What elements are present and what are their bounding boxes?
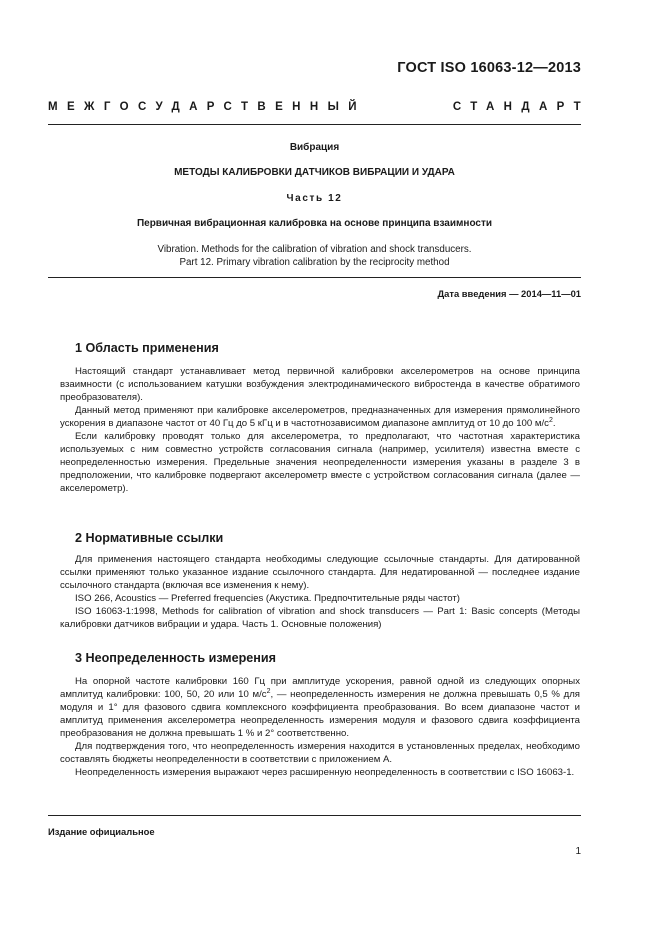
standard-code: ГОСТ ISO 16063-12—2013 <box>397 60 581 76</box>
section-3-paragraph: Для подтверждения того, что неопределенность измерения находится в установленных пределах, необходимо составлять бюджеты неопределенности в соответствии с приложением А. <box>60 741 580 766</box>
section-3-paragraph: Неопределенность измерения выражают через расширенную неопределенность в соответствии с ISO 16063-1. <box>75 767 575 779</box>
section-1-paragraph: Данный метод применяют при калибровке акселерометров, предназначенных для измерения прямолинейного ускорения в диапазоне частот от 40 Гц до 5 кГц и в частотнозависимом диапазоне амплитуд от 10 до 100 $м/с^2$. <box>60 405 580 430</box>
title-divider <box>48 277 581 278</box>
main-title: МЕТОДЫ КАЛИБРОВКИ ДАТЧИКОВ ВИБРАЦИИ И УДАРА <box>174 167 455 178</box>
section-2-paragraph: ISO 266, Acoustics — Preferred frequencies (Акустика. Предпочтительные ряды частот) <box>75 593 460 605</box>
english-title <box>48 243 581 269</box>
section-2-paragraph: ISO 16063-1:1998, Methods for calibration of vibration and shock transducers — Part 1: Basic concepts (Методы калибровки датчиков вибрации и удара. Часть 1. Основные положения) <box>60 606 580 631</box>
section-1-title: 1 Область применения <box>75 341 219 355</box>
section-3-paragraph: На опорной частоте калибровки 160 Гц при амплитуде ускорения, равной одной из следующих опорных амплитуд калибровки: 100, 50, 20 или 10 $м/с^2$, — неопределенность измерения не должна превышать 0,5 % для модуля и 1° для фазового сдвига комплексного коэффициента преобразования. Во всем диапазоне частот и амплитуд применения акселерометра неопределенность измерения модуля и фазового сдвига коэффициента преобразования не должна превышать 1 % и 2° соответственно. <box>60 676 581 740</box>
footer-divider <box>48 815 581 816</box>
interstate-standard-banner <box>48 101 590 113</box>
page-number: 1 <box>575 846 581 857</box>
section-1-paragraph: Если калибровку проводят только для акселерометра, то предполагают, что частотная характеристика используемых с ним совместно устройств согласования сигнала (например, усилителя) известна вместе с неопределенностью измерения. Предельные значения неопределенности измерения указаны в разделе 3 в предположении, что калибровке подвергают акселерометр вместе с устройством согласования сигнала (далее — акселерометр). <box>60 431 580 495</box>
introduction-date: Дата введения — 2014—11—01 <box>437 288 581 299</box>
header-divider <box>48 124 581 125</box>
part-number: Часть 12 <box>286 193 343 204</box>
official-edition-label: Издание официальное <box>48 826 155 837</box>
english-title-line1: Vibration. Methods for the calibration of vibration and shock transducers. <box>157 244 472 255</box>
section-2-body <box>60 553 580 631</box>
standard-word: СТАНДАРТ <box>452 101 590 113</box>
section-3-body <box>60 675 580 779</box>
section-3-title: 3 Неопределенность измерения <box>75 651 276 665</box>
interstate-word: МЕЖГОСУДАРСТВЕННЫЙ <box>48 101 366 113</box>
subject-title: Вибрация <box>289 142 340 153</box>
section-1-paragraph: Настоящий стандарт устанавливает метод первичной калибровки акселерометров на основе принципа взаимности (с использованием катушки возбуждения электродинамического вибростенда в качестве обратимого преобразователя). <box>60 366 580 404</box>
section-1-body <box>60 365 580 495</box>
english-title-line2: Part 12. Primary vibration calibration by the reciprocity method <box>179 257 450 268</box>
section-2-title: 2 Нормативные ссылки <box>75 531 224 545</box>
part-title: Первичная вибрационная калибровка на основе принципа взаимности <box>136 218 493 229</box>
section-2-paragraph: Для применения настоящего стандарта необходимы следующие ссылочные стандарты. Для датированной ссылки применяют только указанное издание ссылочного стандарта. Для недатированной — последнее издание ссылочного стандарта (включая все изменения к нему). <box>60 554 580 592</box>
